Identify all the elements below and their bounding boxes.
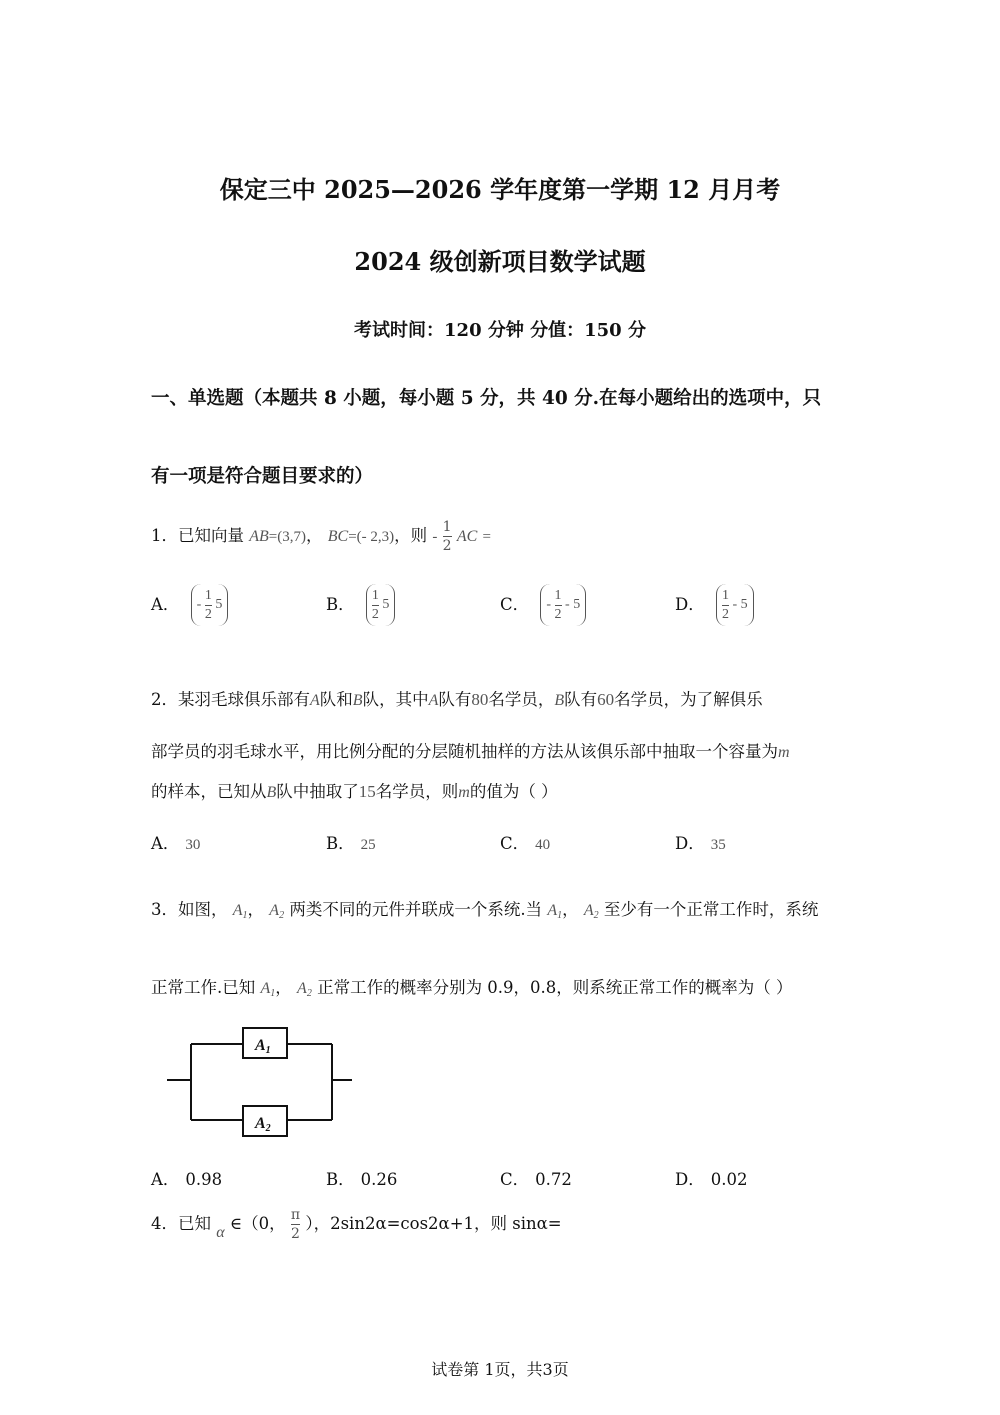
option-value: 0.02	[710, 1170, 748, 1189]
team-a: A	[310, 692, 320, 709]
question-1	[151, 520, 491, 553]
option-tail: - 5	[565, 597, 581, 612]
q4-text: ），2sin2α=cos2α+1，则 sinα=	[305, 1214, 562, 1233]
exam-title-line1: 保定三中 2025—2026 学年度第一学期 12 月月考	[219, 175, 781, 204]
fraction-bar	[291, 1224, 300, 1225]
frac-den: 2	[554, 606, 562, 622]
option-label: D．	[675, 834, 705, 853]
option-label: C．	[500, 594, 530, 614]
sample-size-m: m	[458, 784, 470, 801]
frac-num: π	[290, 1207, 301, 1223]
frac-den: 2	[721, 606, 729, 622]
vector-ab: AB	[249, 528, 269, 545]
q3-option-b[interactable]	[326, 1166, 397, 1190]
element-a1	[233, 902, 248, 919]
sample-size-m: m	[778, 744, 790, 761]
q2-text: 队有	[564, 690, 598, 709]
element-subscript: 2	[279, 910, 285, 921]
q2-text: 的样本，已知从	[151, 782, 267, 801]
fraction-bar	[555, 605, 562, 606]
element-letter: A	[232, 902, 243, 919]
option-fraction	[205, 589, 212, 622]
option-sign: -	[196, 597, 202, 612]
option-label: C．	[500, 834, 530, 853]
q2-text: 的值为（ ）	[469, 782, 558, 801]
q2-text: 队有	[438, 690, 472, 709]
pi-over-2-fraction	[291, 1208, 300, 1241]
option-label: B．	[326, 1170, 355, 1189]
element-subscript: 1	[557, 910, 563, 921]
option-value: 40	[535, 837, 551, 853]
q3-option-a[interactable]	[151, 1166, 222, 1190]
frac-den: 2	[291, 1226, 300, 1242]
q2-text: 队和	[319, 690, 353, 709]
q3-option-c[interactable]	[500, 1166, 572, 1190]
option-vector	[191, 584, 229, 626]
option-value: 0.26	[360, 1170, 398, 1189]
element-a2	[584, 902, 599, 919]
q1-neg-sign: -	[432, 529, 438, 545]
option-value: 0.98	[185, 1170, 223, 1189]
count-15: 15	[358, 782, 376, 801]
question-2-line3	[151, 778, 558, 802]
team-b: B	[352, 692, 363, 709]
vector-ab-value: =(3,7)	[268, 529, 306, 545]
element-letter: A	[297, 980, 307, 997]
box-a1-label: A1	[255, 1037, 271, 1056]
q1-option-a[interactable]	[151, 584, 228, 626]
option-label: A．	[151, 1170, 180, 1189]
vector-bc: BC	[327, 528, 349, 545]
vector-bc-value: =(- 2,3)	[348, 529, 395, 545]
fraction-bar	[205, 605, 212, 606]
alpha-symbol: α	[216, 1224, 225, 1241]
team-a: A	[428, 692, 439, 709]
q3-text: ，	[275, 978, 292, 997]
exam-title-line2: 2024 级创新项目数学试题	[354, 247, 646, 276]
frac-den: 2	[204, 606, 212, 622]
q3-text: 至少有一个正常工作时，系统	[603, 900, 819, 919]
option-value: 35	[710, 837, 726, 853]
q1-then: ，则	[394, 526, 428, 545]
frac-num: 1	[721, 587, 729, 603]
element-a1	[261, 980, 276, 997]
count-60: 60	[597, 690, 615, 709]
option-label: C．	[500, 1170, 530, 1189]
q1-sep: ，	[306, 526, 323, 545]
question-2-line2	[151, 738, 790, 762]
question-4	[151, 1208, 562, 1242]
vector-ac: AC	[456, 528, 478, 545]
option-vector	[716, 584, 754, 626]
section-heading-line1: 一、单选题（本题共 8 小题，每小题 5 分，共 40 分.在每小题给出的选项中，只	[151, 388, 822, 409]
q4-text: 4．已知	[151, 1214, 211, 1233]
option-value: 0.72	[535, 1170, 572, 1189]
count-80: 80	[471, 690, 489, 709]
frac-num: 1	[371, 587, 379, 603]
option-label: B．	[326, 834, 355, 853]
team-b: B	[554, 692, 565, 709]
q2-option-b[interactable]	[326, 830, 376, 854]
element-subscript: 1	[242, 910, 248, 921]
element-subscript: 2	[306, 988, 312, 999]
q1-option-d[interactable]	[675, 584, 754, 626]
q1-frac-num: 1	[442, 519, 452, 535]
option-sign: -	[546, 597, 552, 612]
q3-option-d[interactable]	[675, 1166, 747, 1190]
q2-text: 部学员的羽毛球水平，用比例分配的分层随机抽样的方法从该俱乐部中抽取一个容量为	[151, 742, 778, 761]
q2-option-d[interactable]	[675, 830, 726, 854]
fraction-bar	[443, 536, 452, 537]
q2-text: 队中抽取了	[276, 782, 359, 801]
q3-text: 3．如图，	[151, 900, 228, 919]
question-3-line1	[151, 896, 818, 921]
q3-text: 正常工作.已知	[151, 978, 256, 997]
option-value: 30	[185, 837, 201, 853]
fraction-bar	[722, 605, 729, 606]
frac-num: 1	[554, 587, 562, 603]
exam-info: 考试时间：120 分钟 分值：150 分	[354, 320, 646, 341]
option-label: B．	[326, 594, 355, 614]
box-a2-label: A2	[255, 1115, 271, 1134]
q2-text: 名学员，	[488, 690, 555, 709]
q1-option-c[interactable]	[500, 584, 586, 626]
q3-text: 两类不同的元件并联成一个系统.当	[289, 900, 543, 919]
q1-equals: =	[482, 529, 491, 545]
question-3-line2	[151, 974, 793, 999]
element-letter: A	[583, 902, 594, 919]
frac-num: 1	[204, 587, 212, 603]
frac-den: 2	[371, 606, 379, 622]
element-a2	[297, 980, 312, 997]
q1-frac-den: 2	[442, 538, 452, 554]
option-value: 25	[360, 837, 376, 853]
element-letter: A	[269, 902, 280, 919]
option-fraction	[555, 589, 562, 622]
parallel-circuit-diagram	[165, 1020, 360, 1145]
section-heading-line2: 有一项是符合题目要求的）	[151, 466, 374, 487]
q2-text: 2．某羽毛球俱乐部有	[151, 690, 310, 709]
q1-fraction	[443, 520, 452, 553]
team-b: B	[266, 784, 277, 801]
q2-option-c[interactable]	[500, 830, 550, 854]
q2-text: 名学员，为了解俱乐	[614, 690, 763, 709]
q2-text: 队，其中	[362, 690, 429, 709]
option-label: A．	[151, 834, 180, 853]
q3-text: 正常工作的概率分别为 0.9，0.8，则系统正常工作的概率为（ ）	[317, 978, 793, 997]
option-tail: 5	[382, 597, 390, 612]
q2-option-a[interactable]	[151, 830, 200, 854]
option-tail: - 5	[732, 597, 748, 612]
q3-text: ，	[247, 900, 265, 919]
fraction-bar	[372, 605, 379, 606]
option-vector	[366, 584, 396, 626]
element-subscript: 1	[270, 988, 276, 999]
q3-text: ，	[562, 900, 579, 919]
q2-text: 名学员，则	[375, 782, 459, 801]
q1-prefix: 1．已知向量	[151, 526, 244, 545]
element-a2	[269, 902, 284, 919]
option-tail: 5	[215, 597, 223, 612]
element-a1	[547, 902, 562, 919]
option-vector	[540, 584, 586, 626]
option-label: A．	[151, 594, 180, 614]
page-footer: 试卷第 1页，共3页	[431, 1360, 569, 1379]
option-label: D．	[675, 1170, 705, 1189]
element-subscript: 2	[593, 910, 599, 921]
element-letter: A	[547, 902, 558, 919]
question-2-line1	[151, 686, 763, 710]
q1-option-b[interactable]	[326, 584, 395, 626]
q4-text: ∈（0，	[229, 1214, 286, 1233]
element-letter: A	[260, 980, 271, 997]
option-fraction	[722, 589, 729, 622]
option-label: D．	[675, 594, 705, 614]
option-fraction	[372, 589, 379, 622]
